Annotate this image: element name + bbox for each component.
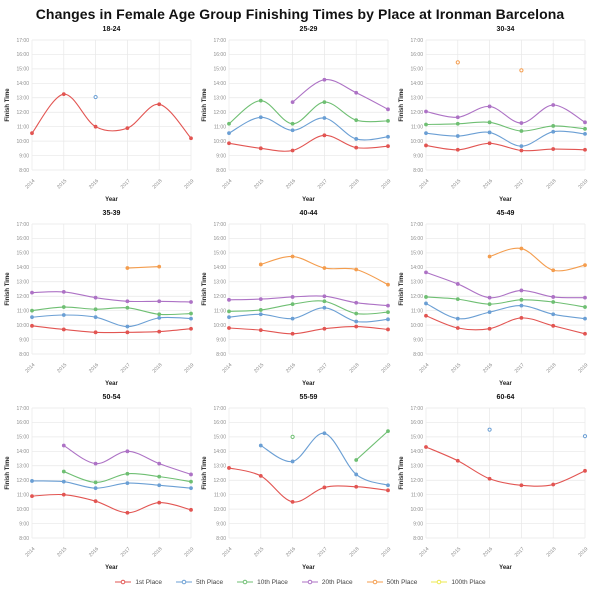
- svg-text:2018: 2018: [151, 546, 164, 559]
- svg-text:2019: 2019: [380, 546, 393, 559]
- legend-item-5th-place: [175, 578, 223, 586]
- subplot-title: 30-34: [496, 26, 515, 33]
- svg-text:Year: Year: [302, 565, 315, 571]
- svg-text:2016: 2016: [284, 178, 298, 191]
- subplot-title: 55-59: [299, 394, 318, 401]
- legend-line-marker-icon: [175, 578, 193, 586]
- svg-text:2018: 2018: [348, 362, 361, 375]
- svg-text:2014: 2014: [418, 546, 431, 559]
- svg-text:12:00: 12:00: [16, 294, 29, 301]
- legend-item-50th-place: [366, 578, 418, 586]
- svg-text:2018: 2018: [545, 546, 558, 559]
- svg-text:Finish Time: Finish Time: [5, 272, 11, 306]
- svg-text:2015: 2015: [56, 546, 69, 559]
- svg-text:2015: 2015: [450, 546, 463, 559]
- svg-text:2019: 2019: [183, 546, 196, 559]
- svg-text:Finish Time: Finish Time: [5, 88, 11, 122]
- svg-text:12:00: 12:00: [410, 110, 423, 117]
- svg-text:11:00: 11:00: [410, 124, 423, 131]
- svg-text:17:00: 17:00: [410, 37, 423, 44]
- svg-text:17:00: 17:00: [16, 221, 29, 228]
- svg-text:2016: 2016: [481, 178, 495, 191]
- svg-text:12:00: 12:00: [410, 294, 423, 301]
- svg-text:11:00: 11:00: [213, 308, 226, 315]
- svg-text:Finish Time: Finish Time: [202, 272, 208, 306]
- svg-text:13:00: 13:00: [213, 95, 226, 102]
- svg-text:Finish Time: Finish Time: [202, 88, 208, 122]
- svg-text:2015: 2015: [56, 178, 69, 191]
- subplot-title: 60-64: [496, 394, 515, 401]
- svg-text:9:00: 9:00: [216, 521, 226, 528]
- svg-text:2017: 2017: [316, 546, 329, 559]
- svg-text:2014: 2014: [24, 362, 37, 375]
- svg-text:17:00: 17:00: [213, 221, 226, 228]
- svg-text:17:00: 17:00: [410, 405, 423, 412]
- svg-text:15:00: 15:00: [410, 250, 423, 257]
- svg-text:9:00: 9:00: [413, 337, 423, 344]
- subplot-cell-45-49: [396, 208, 593, 392]
- svg-text:2016: 2016: [481, 546, 495, 559]
- svg-text:11:00: 11:00: [213, 492, 226, 499]
- subplot-cell-25-29: [199, 24, 396, 208]
- legend-line-marker-icon: [366, 578, 384, 586]
- legend-line-marker-icon: [114, 578, 132, 586]
- legend: [0, 578, 600, 586]
- legend-line-marker-icon: [301, 578, 319, 586]
- svg-text:2016: 2016: [284, 546, 298, 559]
- svg-text:9:00: 9:00: [413, 153, 423, 160]
- svg-text:17:00: 17:00: [16, 405, 29, 412]
- svg-text:2014: 2014: [221, 546, 234, 559]
- svg-text:10:00: 10:00: [410, 322, 423, 329]
- svg-text:2019: 2019: [380, 178, 393, 191]
- svg-text:12:00: 12:00: [213, 478, 226, 485]
- svg-text:Finish Time: Finish Time: [399, 272, 405, 306]
- svg-text:2014: 2014: [418, 362, 431, 375]
- svg-text:2018: 2018: [545, 178, 558, 191]
- svg-text:Year: Year: [105, 197, 118, 203]
- svg-text:2015: 2015: [253, 178, 266, 191]
- svg-text:12:00: 12:00: [410, 478, 423, 485]
- svg-text:2014: 2014: [418, 178, 431, 191]
- subplot-plot-area: [199, 218, 396, 392]
- svg-text:12:00: 12:00: [16, 110, 29, 117]
- svg-text:2018: 2018: [151, 178, 164, 191]
- subplot-plot-area: [396, 218, 593, 392]
- svg-text:10:00: 10:00: [16, 138, 29, 145]
- subplot-cell-50-54: [2, 392, 199, 576]
- svg-text:15:00: 15:00: [16, 250, 29, 257]
- svg-text:9:00: 9:00: [216, 153, 226, 160]
- svg-text:12:00: 12:00: [16, 478, 29, 485]
- svg-text:2018: 2018: [545, 362, 558, 375]
- svg-text:11:00: 11:00: [16, 124, 29, 131]
- svg-text:2019: 2019: [183, 178, 196, 191]
- svg-text:8:00: 8:00: [19, 351, 29, 358]
- svg-text:2015: 2015: [253, 546, 266, 559]
- svg-text:14:00: 14:00: [410, 449, 423, 456]
- svg-text:2018: 2018: [151, 362, 164, 375]
- legend-item-100th-place: [430, 578, 485, 586]
- svg-text:13:00: 13:00: [16, 463, 29, 470]
- legend-item-label: 100th Place: [451, 578, 486, 586]
- subplot-plot-area: [396, 402, 593, 576]
- svg-text:Finish Time: Finish Time: [399, 456, 405, 490]
- svg-text:2014: 2014: [221, 178, 234, 191]
- svg-text:16:00: 16:00: [16, 52, 29, 59]
- legend-item-label: 5th Place: [196, 578, 224, 586]
- legend-item-label: 20th Place: [321, 578, 353, 586]
- legend-item-label: 50th Place: [386, 578, 418, 586]
- subplot-plot-area: [396, 34, 593, 208]
- svg-text:2019: 2019: [183, 362, 196, 375]
- svg-text:11:00: 11:00: [410, 492, 423, 499]
- svg-text:2017: 2017: [119, 546, 132, 559]
- subplot-title: 50-54: [102, 394, 121, 401]
- svg-text:2017: 2017: [513, 362, 526, 375]
- svg-text:10:00: 10:00: [213, 506, 226, 513]
- subplot-plot-area: [2, 34, 199, 208]
- legend-item-20th-place: [301, 578, 353, 586]
- svg-text:2017: 2017: [513, 546, 526, 559]
- subplot-plot-area: [2, 402, 199, 576]
- svg-text:12:00: 12:00: [213, 294, 226, 301]
- svg-text:14:00: 14:00: [410, 265, 423, 272]
- svg-text:Year: Year: [105, 565, 118, 571]
- svg-text:Year: Year: [499, 381, 512, 387]
- svg-text:16:00: 16:00: [213, 52, 226, 59]
- svg-text:9:00: 9:00: [19, 337, 29, 344]
- svg-text:13:00: 13:00: [16, 95, 29, 102]
- svg-text:9:00: 9:00: [413, 521, 423, 528]
- subplot-cell-30-34: [396, 24, 593, 208]
- subplot-title: 18-24: [102, 26, 121, 33]
- subplot-cell-55-59: [199, 392, 396, 576]
- svg-text:13:00: 13:00: [16, 279, 29, 286]
- svg-text:2018: 2018: [348, 178, 361, 191]
- subplot-cell-18-24: [2, 24, 199, 208]
- svg-text:17:00: 17:00: [410, 221, 423, 228]
- svg-text:11:00: 11:00: [16, 308, 29, 315]
- svg-text:9:00: 9:00: [19, 153, 29, 160]
- svg-text:Finish Time: Finish Time: [5, 456, 11, 490]
- svg-text:13:00: 13:00: [410, 463, 423, 470]
- subplot-plot-area: [2, 218, 199, 392]
- subplot-plot-area: [199, 34, 396, 208]
- svg-text:2016: 2016: [87, 546, 101, 559]
- svg-text:2014: 2014: [221, 362, 234, 375]
- svg-text:8:00: 8:00: [19, 535, 29, 542]
- svg-text:13:00: 13:00: [213, 463, 226, 470]
- legend-item-label: 1st Place: [135, 578, 163, 586]
- svg-text:2015: 2015: [253, 362, 266, 375]
- subplot-title: 40-44: [299, 210, 318, 217]
- svg-text:14:00: 14:00: [213, 81, 226, 88]
- svg-text:15:00: 15:00: [213, 66, 226, 73]
- svg-text:16:00: 16:00: [16, 420, 29, 427]
- subplot-title: 45-49: [496, 210, 515, 217]
- svg-text:15:00: 15:00: [410, 66, 423, 73]
- svg-text:12:00: 12:00: [213, 110, 226, 117]
- svg-text:8:00: 8:00: [413, 351, 423, 358]
- svg-text:14:00: 14:00: [213, 265, 226, 272]
- subplot-cell-35-39: [2, 208, 199, 392]
- svg-text:16:00: 16:00: [410, 236, 423, 243]
- subplot-plot-area: [199, 402, 396, 576]
- svg-text:14:00: 14:00: [16, 81, 29, 88]
- svg-text:17:00: 17:00: [213, 405, 226, 412]
- svg-text:14:00: 14:00: [213, 449, 226, 456]
- svg-text:8:00: 8:00: [19, 167, 29, 174]
- svg-text:8:00: 8:00: [413, 167, 423, 174]
- legend-line-marker-icon: [430, 578, 448, 586]
- svg-text:15:00: 15:00: [213, 250, 226, 257]
- svg-text:2016: 2016: [87, 178, 101, 191]
- svg-text:Year: Year: [302, 381, 315, 387]
- svg-text:8:00: 8:00: [216, 351, 226, 358]
- svg-text:10:00: 10:00: [213, 322, 226, 329]
- svg-text:8:00: 8:00: [216, 535, 226, 542]
- svg-text:2015: 2015: [450, 362, 463, 375]
- svg-text:2019: 2019: [577, 546, 590, 559]
- legend-item-10th-place: [236, 578, 288, 586]
- svg-text:11:00: 11:00: [213, 124, 226, 131]
- svg-text:2019: 2019: [577, 362, 590, 375]
- svg-text:17:00: 17:00: [16, 37, 29, 44]
- svg-text:17:00: 17:00: [213, 37, 226, 44]
- page-title: Changes in Female Age Group Finishing Times by Place at Ironman Barcelona: [35, 6, 565, 22]
- svg-text:2017: 2017: [119, 178, 132, 191]
- svg-text:9:00: 9:00: [19, 521, 29, 528]
- legend-line-marker-icon: [236, 578, 254, 586]
- svg-text:14:00: 14:00: [410, 81, 423, 88]
- svg-text:9:00: 9:00: [216, 337, 226, 344]
- svg-text:2014: 2014: [24, 546, 37, 559]
- svg-text:2015: 2015: [450, 178, 463, 191]
- svg-text:11:00: 11:00: [410, 308, 423, 315]
- svg-text:Finish Time: Finish Time: [399, 88, 405, 122]
- svg-text:2016: 2016: [481, 362, 495, 375]
- svg-text:16:00: 16:00: [213, 236, 226, 243]
- svg-text:16:00: 16:00: [410, 420, 423, 427]
- svg-text:13:00: 13:00: [410, 279, 423, 286]
- svg-text:Year: Year: [499, 565, 512, 571]
- svg-text:8:00: 8:00: [413, 535, 423, 542]
- svg-text:10:00: 10:00: [16, 322, 29, 329]
- svg-text:16:00: 16:00: [213, 420, 226, 427]
- svg-text:15:00: 15:00: [16, 434, 29, 441]
- subplot-cell-40-44: [199, 208, 396, 392]
- svg-text:11:00: 11:00: [16, 492, 29, 499]
- svg-text:2015: 2015: [56, 362, 69, 375]
- svg-text:13:00: 13:00: [410, 95, 423, 102]
- svg-text:2016: 2016: [87, 362, 101, 375]
- svg-text:2017: 2017: [513, 178, 526, 191]
- svg-text:2016: 2016: [284, 362, 298, 375]
- legend-item-label: 10th Place: [257, 578, 288, 586]
- svg-text:2019: 2019: [380, 362, 393, 375]
- svg-text:16:00: 16:00: [410, 52, 423, 59]
- svg-text:10:00: 10:00: [410, 138, 423, 145]
- svg-text:2014: 2014: [24, 178, 37, 191]
- svg-text:2017: 2017: [316, 362, 329, 375]
- svg-text:2019: 2019: [577, 178, 590, 191]
- svg-text:13:00: 13:00: [213, 279, 226, 286]
- svg-text:10:00: 10:00: [213, 138, 226, 145]
- legend-item-1st-place: [114, 578, 162, 586]
- svg-text:16:00: 16:00: [16, 236, 29, 243]
- svg-text:15:00: 15:00: [213, 434, 226, 441]
- svg-text:15:00: 15:00: [16, 66, 29, 73]
- svg-text:2017: 2017: [316, 178, 329, 191]
- subplot-title: 25-29: [299, 26, 318, 33]
- svg-text:10:00: 10:00: [410, 506, 423, 513]
- svg-text:Year: Year: [499, 197, 512, 203]
- svg-text:2017: 2017: [119, 362, 132, 375]
- subplot-title: 35-39: [102, 210, 121, 217]
- svg-text:14:00: 14:00: [16, 449, 29, 456]
- svg-text:Year: Year: [302, 197, 315, 203]
- svg-text:14:00: 14:00: [16, 265, 29, 272]
- subplot-grid: [0, 24, 600, 576]
- svg-text:15:00: 15:00: [410, 434, 423, 441]
- svg-text:Finish Time: Finish Time: [202, 456, 208, 490]
- svg-text:Year: Year: [105, 381, 118, 387]
- svg-text:8:00: 8:00: [216, 167, 226, 174]
- subplot-cell-60-64: [396, 392, 593, 576]
- svg-text:2018: 2018: [348, 546, 361, 559]
- svg-text:10:00: 10:00: [16, 506, 29, 513]
